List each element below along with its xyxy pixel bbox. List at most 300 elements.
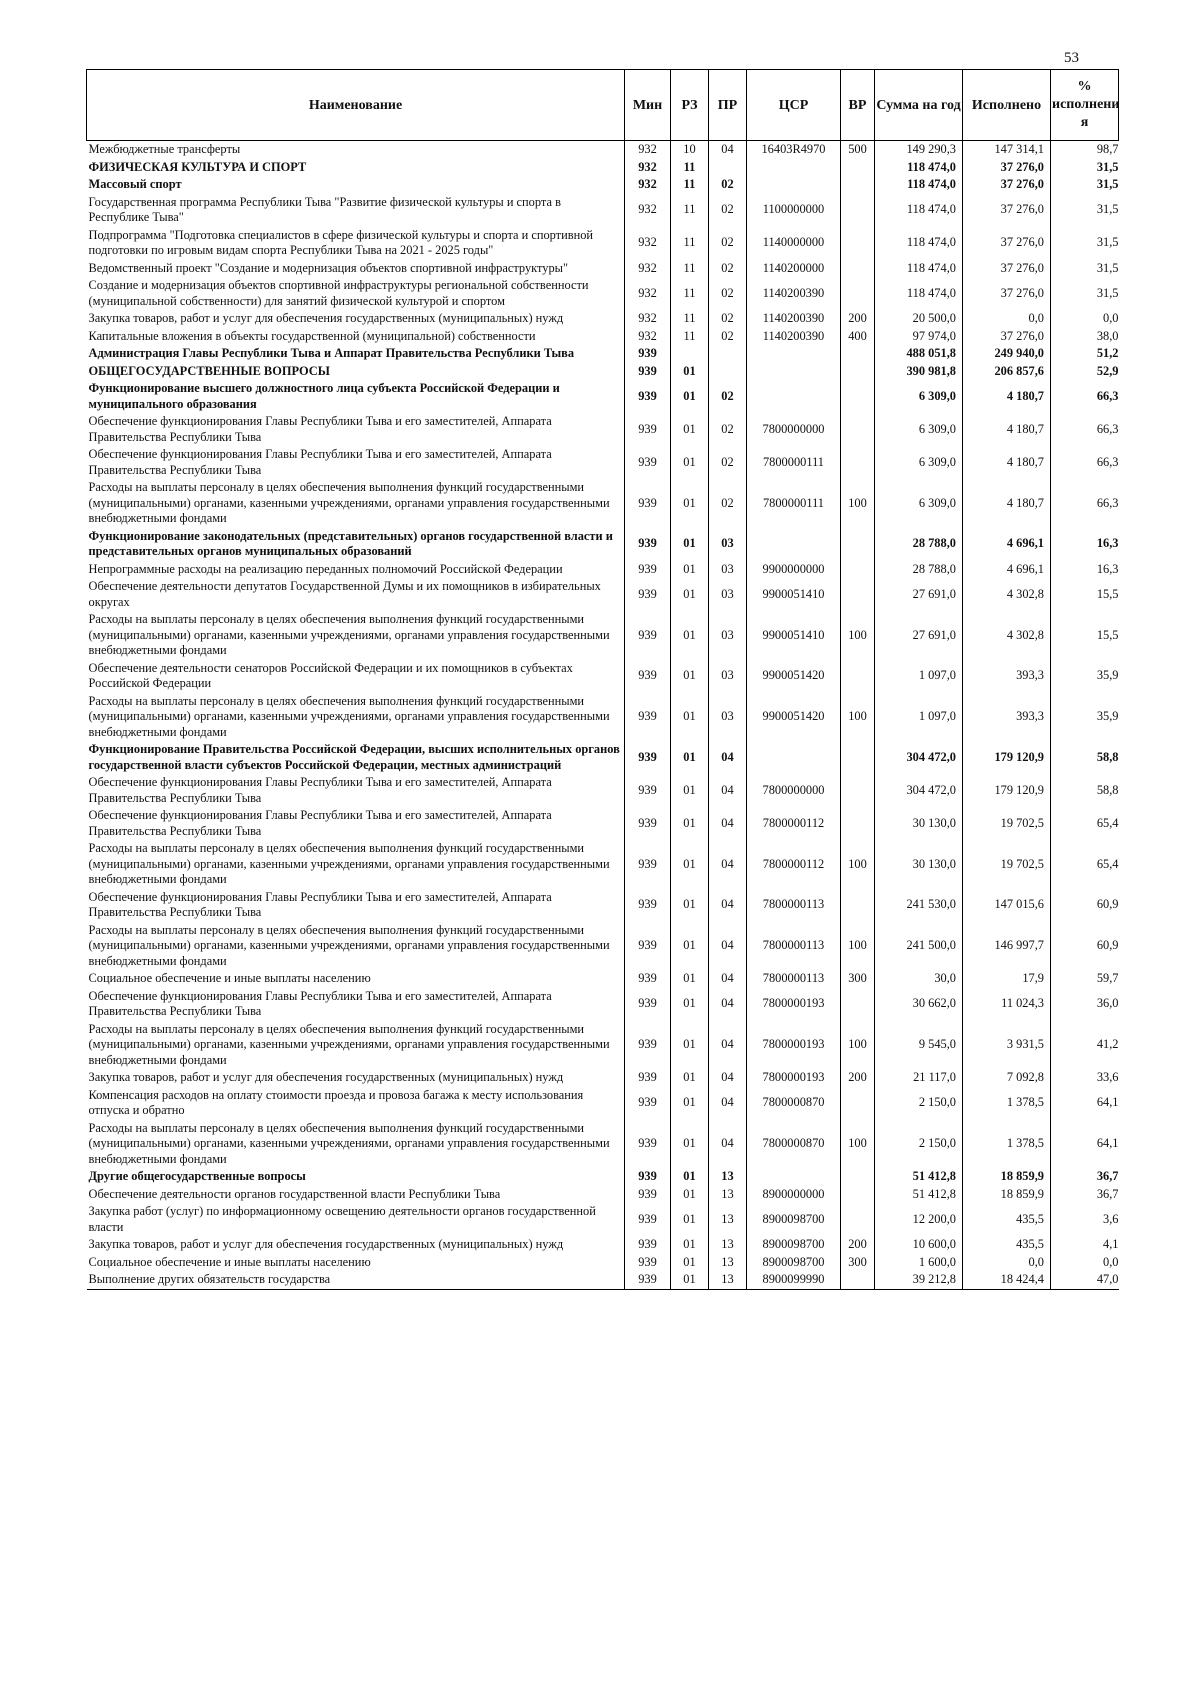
cell-pr: 03 (709, 578, 747, 611)
cell-sum: 304 472,0 (875, 774, 963, 807)
cell-done: 179 120,9 (963, 741, 1051, 774)
cell-csr (747, 345, 841, 363)
cell-vr (841, 446, 875, 479)
cell-sum: 30 662,0 (875, 988, 963, 1021)
cell-done: 147 015,6 (963, 889, 1051, 922)
cell-rz: 11 (671, 176, 709, 194)
cell-csr: 9900051410 (747, 578, 841, 611)
cell-pr: 02 (709, 277, 747, 310)
cell-min: 939 (625, 380, 671, 413)
cell-csr: 7800000111 (747, 479, 841, 528)
cell-name: Компенсация расходов на оплату стоимости проезда и провоза багажа к месту использования отпуска и обратно (88, 1087, 584, 1117)
cell-rz: 11 (671, 227, 709, 260)
cell-csr: 7800000112 (747, 840, 841, 889)
cell-sum: 241 530,0 (875, 889, 963, 922)
cell-sum: 9 545,0 (875, 1021, 963, 1070)
cell-sum: 149 290,3 (875, 141, 963, 159)
table-row (87, 840, 1119, 889)
cell-sum: 118 474,0 (875, 194, 963, 227)
cell-done: 37 276,0 (963, 227, 1051, 260)
cell-min: 932 (625, 159, 671, 177)
cell-csr: 9900051420 (747, 693, 841, 742)
cell-vr: 100 (841, 1120, 875, 1169)
cell-vr: 100 (841, 479, 875, 528)
cell-rz: 01 (671, 413, 709, 446)
header-name: Наименование (87, 70, 625, 141)
cell-vr (841, 194, 875, 227)
header-pct (1051, 70, 1119, 141)
header-pct-symbol: % (1077, 79, 1092, 94)
cell-rz: 01 (671, 380, 709, 413)
cell-min: 932 (625, 141, 671, 159)
cell-vr: 100 (841, 693, 875, 742)
cell-pct: 36,0 (1051, 988, 1119, 1021)
table-row (87, 227, 1119, 260)
cell-done: 4 180,7 (963, 413, 1051, 446)
cell-csr: 7800000870 (747, 1087, 841, 1120)
cell-pr: 04 (709, 922, 747, 971)
cell-min: 939 (625, 345, 671, 363)
cell-vr: 100 (841, 611, 875, 660)
cell-pr: 13 (709, 1203, 747, 1236)
cell-pr: 04 (709, 1021, 747, 1070)
cell-csr: 7800000111 (747, 446, 841, 479)
cell-rz: 11 (671, 328, 709, 346)
cell-sum: 27 691,0 (875, 578, 963, 611)
table-row (87, 1087, 1119, 1120)
cell-done: 37 276,0 (963, 194, 1051, 227)
cell-min: 939 (625, 741, 671, 774)
cell-vr (841, 561, 875, 579)
cell-done: 435,5 (963, 1203, 1051, 1236)
cell-pr: 04 (709, 774, 747, 807)
cell-rz: 10 (671, 141, 709, 159)
cell-pct: 59,7 (1051, 970, 1119, 988)
cell-name: Закупка товаров, работ и услуг для обеспечения государственных (муниципальных) нужд (88, 1070, 564, 1084)
cell-sum: 390 981,8 (875, 363, 963, 381)
cell-csr: 8900098700 (747, 1203, 841, 1236)
cell-pct: 66,3 (1051, 479, 1119, 528)
cell-sum: 28 788,0 (875, 561, 963, 579)
cell-pct: 31,5 (1051, 194, 1119, 227)
cell-name: Расходы на выплаты персоналу в целях обеспечения выполнения функций государственными (муниципальными) органами, казенными учреждениями, органами управления государственными внебюджетными фондами (88, 922, 610, 968)
table-row (87, 363, 1119, 381)
cell-pr: 04 (709, 741, 747, 774)
cell-min: 932 (625, 260, 671, 278)
table-row (87, 578, 1119, 611)
cell-csr: 1140200000 (747, 260, 841, 278)
cell-sum: 21 117,0 (875, 1069, 963, 1087)
cell-vr (841, 660, 875, 693)
cell-min: 939 (625, 561, 671, 579)
cell-pct: 31,5 (1051, 260, 1119, 278)
cell-sum: 51 412,8 (875, 1168, 963, 1186)
cell-rz: 01 (671, 1254, 709, 1272)
table-row (87, 1069, 1119, 1087)
cell-rz: 01 (671, 528, 709, 561)
table-row (87, 889, 1119, 922)
cell-done: 18 859,9 (963, 1168, 1051, 1186)
cell-name: Расходы на выплаты персоналу в целях обеспечения выполнения функций государственными (муниципальными) органами, казенными учреждениями, органами управления государственными внебюджетными фондами (88, 1120, 610, 1166)
cell-csr: 7800000113 (747, 922, 841, 971)
cell-name: Закупка товаров, работ и услуг для обеспечения государственных (муниципальных) нужд (88, 311, 564, 325)
cell-sum: 118 474,0 (875, 277, 963, 310)
cell-name: Создание и модернизация объектов спортивной инфраструктуры региональной собственности (муниципальной собственности) для занятий физической культурой и спортом (88, 278, 589, 308)
cell-rz: 01 (671, 1186, 709, 1204)
cell-pct: 64,1 (1051, 1120, 1119, 1169)
cell-pr: 04 (709, 889, 747, 922)
table-row (87, 159, 1119, 177)
cell-min: 939 (625, 1120, 671, 1169)
cell-done: 393,3 (963, 660, 1051, 693)
cell-vr (841, 1271, 875, 1289)
cell-rz: 11 (671, 260, 709, 278)
cell-rz: 01 (671, 1203, 709, 1236)
cell-name: Расходы на выплаты персоналу в целях обеспечения выполнения функций государственными (муниципальными) органами, казенными учреждениями, органами управления государственными внебюджетными фондами (88, 612, 610, 657)
cell-pct: 35,9 (1051, 693, 1119, 742)
cell-pr (709, 345, 747, 363)
cell-done: 206 857,6 (963, 363, 1051, 381)
cell-name: Расходы на выплаты персоналу в целях обеспечения выполнения функций государственными (муниципальными) органами, казенными учреждениями, органами управления государственными внебюджетными фондами (88, 480, 610, 525)
table-row (87, 328, 1119, 346)
table-row (87, 1120, 1119, 1169)
cell-csr: 7800000000 (747, 413, 841, 446)
cell-min: 939 (625, 889, 671, 922)
cell-sum: 2 150,0 (875, 1120, 963, 1169)
cell-name: Функционирование законодательных (представительных) органов государственной власти и представительных органов муниципальных образований (88, 528, 613, 558)
table-row (87, 741, 1119, 774)
cell-rz: 01 (671, 660, 709, 693)
cell-vr (841, 1168, 875, 1186)
cell-pr: 02 (709, 176, 747, 194)
cell-vr (841, 345, 875, 363)
cell-name: Расходы на выплаты персоналу в целях обеспечения выполнения функций государственными (муниципальными) органами, казенными учреждениями, органами управления государственными внебюджетными фондами (88, 1021, 610, 1067)
cell-csr (747, 159, 841, 177)
cell-csr: 7800000193 (747, 988, 841, 1021)
cell-pr: 04 (709, 1087, 747, 1120)
cell-name: Обеспечение функционирования Главы Республики Тыва и его заместителей, Аппарата Правительства Республики Тыва (88, 447, 552, 477)
cell-name: Обеспечение деятельности органов государственной власти Республики Тыва (88, 1186, 501, 1201)
cell-min: 939 (625, 1087, 671, 1120)
cell-pct: 58,8 (1051, 741, 1119, 774)
cell-min: 932 (625, 194, 671, 227)
cell-pr (709, 363, 747, 381)
cell-sum: 1 097,0 (875, 660, 963, 693)
cell-rz: 11 (671, 159, 709, 177)
cell-pct: 65,4 (1051, 807, 1119, 840)
cell-rz: 01 (671, 922, 709, 971)
cell-done: 0,0 (963, 1254, 1051, 1272)
cell-pct: 33,6 (1051, 1069, 1119, 1087)
table-row (87, 1168, 1119, 1186)
cell-vr: 500 (841, 141, 875, 159)
cell-name: Ведомственный проект "Создание и модернизация объектов спортивной инфраструктуры" (88, 260, 569, 275)
cell-name: Обеспечение деятельности сенаторов Российской Федерации и их помощников в субъектах Российской Федерации (88, 660, 573, 690)
cell-name: Закупка товаров, работ и услуг для обеспечения государственных (муниципальных) нужд (88, 1237, 564, 1251)
cell-name: Непрограммные расходы на реализацию переданных полномочий Российской Федерации (88, 561, 563, 576)
cell-pr: 04 (709, 1069, 747, 1087)
cell-vr (841, 988, 875, 1021)
cell-done: 4 696,1 (963, 561, 1051, 579)
cell-rz: 01 (671, 561, 709, 579)
cell-csr: 9900051420 (747, 660, 841, 693)
cell-name: Функционирование высшего должностного лица субъекта Российской Федерации и муниципального образования (88, 381, 560, 411)
cell-min: 932 (625, 277, 671, 310)
cell-vr (841, 1203, 875, 1236)
cell-pr: 02 (709, 310, 747, 328)
cell-pr: 13 (709, 1186, 747, 1204)
table-row (87, 528, 1119, 561)
cell-rz (671, 345, 709, 363)
cell-done: 435,5 (963, 1236, 1051, 1254)
cell-min: 939 (625, 1186, 671, 1204)
cell-pct: 15,5 (1051, 611, 1119, 660)
cell-done: 7 092,8 (963, 1069, 1051, 1087)
cell-rz: 11 (671, 277, 709, 310)
cell-done: 146 997,7 (963, 922, 1051, 971)
cell-name: Обеспечение функционирования Главы Республики Тыва и его заместителей, Аппарата Правительства Республики Тыва (88, 889, 552, 919)
cell-done: 249 940,0 (963, 345, 1051, 363)
cell-pr: 03 (709, 660, 747, 693)
cell-csr: 8900099990 (747, 1271, 841, 1289)
cell-rz: 01 (671, 1021, 709, 1070)
cell-pct: 60,9 (1051, 922, 1119, 971)
cell-vr: 200 (841, 1069, 875, 1087)
cell-csr: 8900098700 (747, 1236, 841, 1254)
cell-pct: 35,9 (1051, 660, 1119, 693)
cell-rz: 01 (671, 840, 709, 889)
cell-pct: 16,3 (1051, 528, 1119, 561)
cell-name: Межбюджетные трансферты (88, 142, 241, 156)
cell-rz: 01 (671, 1087, 709, 1120)
cell-min: 939 (625, 363, 671, 381)
cell-done: 19 702,5 (963, 840, 1051, 889)
cell-done: 1 378,5 (963, 1087, 1051, 1120)
cell-sum: 10 600,0 (875, 1236, 963, 1254)
cell-name: Социальное обеспечение и иные выплаты населению (88, 1254, 371, 1269)
table-row (87, 1203, 1119, 1236)
cell-sum: 6 309,0 (875, 380, 963, 413)
table-row (87, 988, 1119, 1021)
cell-pr: 02 (709, 328, 747, 346)
table-row (87, 922, 1119, 971)
cell-sum: 51 412,8 (875, 1186, 963, 1204)
cell-csr: 7800000193 (747, 1069, 841, 1087)
cell-pct: 31,5 (1051, 277, 1119, 310)
cell-pct: 0,0 (1051, 310, 1119, 328)
cell-vr: 100 (841, 840, 875, 889)
cell-csr: 1140200390 (747, 310, 841, 328)
cell-min: 939 (625, 611, 671, 660)
cell-name: Закупка работ (услуг) по информационному освещению деятельности органов государственной власти (88, 1204, 596, 1234)
cell-pct: 31,5 (1051, 176, 1119, 194)
cell-csr (747, 1168, 841, 1186)
table-row (87, 310, 1119, 328)
cell-done: 4 302,8 (963, 611, 1051, 660)
cell-name: Подпрограмма "Подготовка специалистов в сфере физической культуры и спорта и спортивной подготовки по игровым видам спорта Республики Тыва на 2021 - 2025 годы" (88, 227, 594, 257)
cell-pr: 04 (709, 970, 747, 988)
cell-pr: 04 (709, 807, 747, 840)
cell-sum: 118 474,0 (875, 159, 963, 177)
cell-name: Капитальные вложения в объекты государственной (муниципальной) собственности (88, 328, 536, 343)
cell-done: 0,0 (963, 310, 1051, 328)
cell-min: 932 (625, 227, 671, 260)
cell-vr (841, 176, 875, 194)
cell-min: 939 (625, 1069, 671, 1087)
cell-name: Государственная программа Республики Тыва "Развитие физической культуры и спорта в Республике Тыва" (88, 194, 561, 224)
cell-done: 147 314,1 (963, 141, 1051, 159)
cell-done: 37 276,0 (963, 260, 1051, 278)
table-row (87, 561, 1119, 579)
cell-done: 18 424,4 (963, 1271, 1051, 1289)
cell-name: Социальное обеспечение и иные выплаты населению (88, 971, 371, 985)
cell-rz: 01 (671, 807, 709, 840)
cell-vr (841, 807, 875, 840)
cell-csr: 9900051410 (747, 611, 841, 660)
cell-pr: 04 (709, 840, 747, 889)
cell-done: 17,9 (963, 970, 1051, 988)
cell-pr: 02 (709, 380, 747, 413)
cell-name: Расходы на выплаты персоналу в целях обеспечения выполнения функций государственными (муниципальными) органами, казенными учреждениями, органами управления государственными внебюджетными фондами (88, 693, 610, 739)
cell-pct: 98,7 (1051, 141, 1119, 159)
cell-rz: 01 (671, 988, 709, 1021)
cell-pr: 03 (709, 611, 747, 660)
cell-min: 939 (625, 413, 671, 446)
table-row (87, 807, 1119, 840)
cell-sum: 6 309,0 (875, 479, 963, 528)
cell-min: 932 (625, 310, 671, 328)
cell-pct: 52,9 (1051, 363, 1119, 381)
table-row (87, 774, 1119, 807)
cell-csr: 7800000113 (747, 889, 841, 922)
cell-rz: 01 (671, 479, 709, 528)
cell-pr: 02 (709, 413, 747, 446)
cell-min: 939 (625, 479, 671, 528)
cell-csr: 7800000112 (747, 807, 841, 840)
table-row (87, 479, 1119, 528)
cell-min: 939 (625, 970, 671, 988)
cell-done: 37 276,0 (963, 328, 1051, 346)
header-vr: ВР (841, 70, 875, 141)
header-csr: ЦСР (747, 70, 841, 141)
table-row (87, 413, 1119, 446)
table-row (87, 277, 1119, 310)
cell-min: 939 (625, 807, 671, 840)
cell-min: 939 (625, 922, 671, 971)
cell-vr (841, 159, 875, 177)
cell-done: 11 024,3 (963, 988, 1051, 1021)
cell-vr (841, 1186, 875, 1204)
cell-rz: 01 (671, 446, 709, 479)
cell-vr (841, 227, 875, 260)
cell-min: 939 (625, 1236, 671, 1254)
cell-rz: 01 (671, 611, 709, 660)
cell-pr: 13 (709, 1254, 747, 1272)
table-row (87, 380, 1119, 413)
cell-rz: 01 (671, 1271, 709, 1289)
cell-pct: 66,3 (1051, 446, 1119, 479)
cell-name: Массовый спорт (88, 177, 182, 191)
cell-min: 932 (625, 176, 671, 194)
table-row (87, 1236, 1119, 1254)
cell-done: 4 302,8 (963, 578, 1051, 611)
cell-pr: 03 (709, 561, 747, 579)
cell-csr (747, 176, 841, 194)
cell-vr: 300 (841, 970, 875, 988)
cell-done: 1 378,5 (963, 1120, 1051, 1169)
cell-sum: 28 788,0 (875, 528, 963, 561)
header-sum: Сумма на год (875, 70, 963, 141)
cell-pr: 04 (709, 988, 747, 1021)
cell-done: 393,3 (963, 693, 1051, 742)
cell-name: Администрация Главы Республики Тыва и Аппарат Правительства Республики Тыва (88, 346, 575, 360)
cell-vr (841, 578, 875, 611)
cell-pct: 38,0 (1051, 328, 1119, 346)
cell-name: Обеспечение деятельности депутатов Государственной Думы и их помощников в избирательных округах (88, 579, 601, 609)
cell-csr: 1140200390 (747, 277, 841, 310)
header-min: Мин (625, 70, 671, 141)
cell-pr: 13 (709, 1271, 747, 1289)
cell-sum: 1 097,0 (875, 693, 963, 742)
cell-min: 939 (625, 660, 671, 693)
cell-pr: 04 (709, 141, 747, 159)
cell-rz: 01 (671, 578, 709, 611)
table-row (87, 260, 1119, 278)
cell-name: ОБЩЕГОСУДАРСТВЕННЫЕ ВОПРОСЫ (88, 363, 330, 378)
cell-csr: 7800000193 (747, 1021, 841, 1070)
table-row (87, 1271, 1119, 1289)
cell-csr: 7800000000 (747, 774, 841, 807)
table-header-row (87, 70, 1119, 141)
cell-vr (841, 1087, 875, 1120)
cell-sum: 30 130,0 (875, 840, 963, 889)
cell-csr (747, 528, 841, 561)
cell-rz: 01 (671, 1168, 709, 1186)
cell-sum: 118 474,0 (875, 227, 963, 260)
cell-pct: 66,3 (1051, 413, 1119, 446)
cell-sum: 30,0 (875, 970, 963, 988)
cell-csr (747, 363, 841, 381)
cell-pct: 64,1 (1051, 1087, 1119, 1120)
cell-vr: 400 (841, 328, 875, 346)
cell-csr: 1100000000 (747, 194, 841, 227)
cell-pct: 0,0 (1051, 1254, 1119, 1272)
table-body (87, 141, 1119, 1290)
budget-table (86, 69, 1119, 1290)
cell-vr (841, 528, 875, 561)
cell-min: 939 (625, 1203, 671, 1236)
cell-min: 939 (625, 774, 671, 807)
cell-name: Обеспечение функционирования Главы Республики Тыва и его заместителей, Аппарата Правительства Республики Тыва (88, 775, 552, 805)
cell-vr: 100 (841, 922, 875, 971)
cell-done: 18 859,9 (963, 1186, 1051, 1204)
cell-vr (841, 741, 875, 774)
cell-rz: 01 (671, 1236, 709, 1254)
cell-done: 3 931,5 (963, 1021, 1051, 1070)
cell-pct: 41,2 (1051, 1021, 1119, 1070)
cell-min: 939 (625, 840, 671, 889)
cell-rz: 01 (671, 970, 709, 988)
cell-done: 37 276,0 (963, 176, 1051, 194)
table-row (87, 611, 1119, 660)
cell-done: 4 180,7 (963, 446, 1051, 479)
cell-min: 939 (625, 693, 671, 742)
cell-rz: 01 (671, 1120, 709, 1169)
cell-name: Обеспечение функционирования Главы Республики Тыва и его заместителей, Аппарата Правительства Республики Тыва (88, 808, 552, 838)
cell-min: 939 (625, 988, 671, 1021)
cell-name: Расходы на выплаты персоналу в целях обеспечения выполнения функций государственными (муниципальными) органами, казенными учреждениями, органами управления государственными внебюджетными фондами (88, 841, 610, 886)
cell-min: 939 (625, 1168, 671, 1186)
